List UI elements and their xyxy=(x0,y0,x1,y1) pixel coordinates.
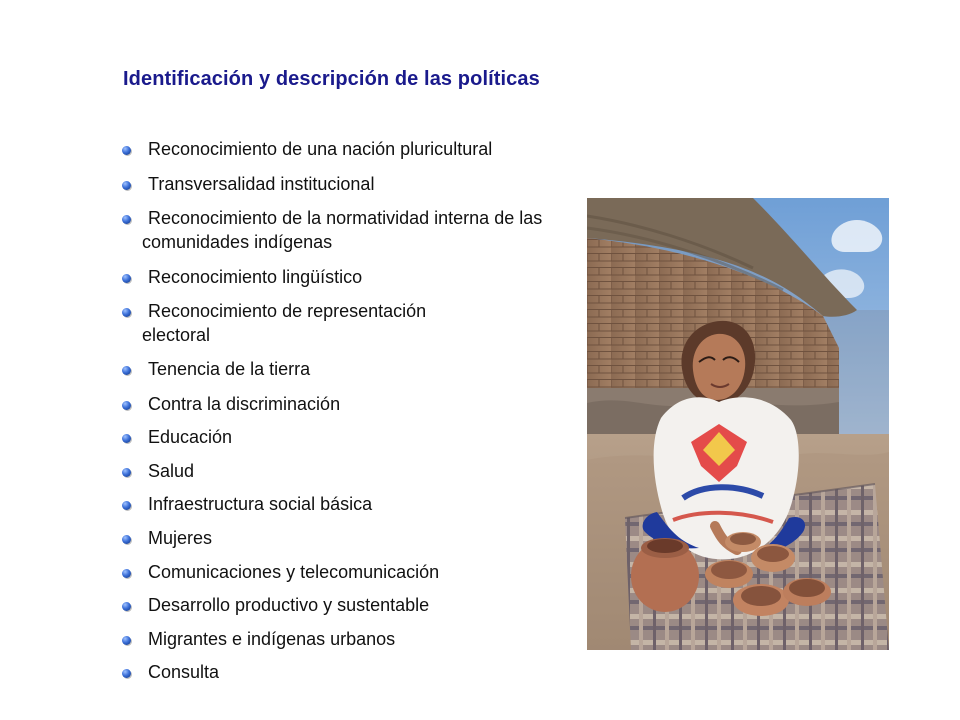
list-item-label: Educación xyxy=(148,427,233,447)
list-item xyxy=(122,425,582,449)
bullet-icon xyxy=(122,501,131,510)
list-item xyxy=(122,459,582,483)
bullet-icon xyxy=(122,434,131,443)
bullet-icon xyxy=(122,215,131,224)
list-item xyxy=(122,593,582,617)
bullet-icon xyxy=(122,181,131,190)
list-item-label: Reconocimiento lingüístico xyxy=(148,267,363,287)
list-item xyxy=(122,137,582,161)
list-item xyxy=(122,526,582,550)
list-item-label: Mujeres xyxy=(148,528,213,548)
bullet-icon xyxy=(122,535,131,544)
list-item xyxy=(122,299,582,347)
list-item xyxy=(122,206,582,254)
list-item xyxy=(122,265,582,289)
list-item-label: Transversalidad institucional xyxy=(148,174,375,194)
list-item xyxy=(122,660,582,684)
list-item xyxy=(122,392,582,416)
list-item-label: Reconocimiento de la normatividad interna de las comunidades indígenas xyxy=(142,208,543,252)
list-item-label: Desarrollo productivo y sustentable xyxy=(148,595,430,615)
indigenous-woman-pottery-photo xyxy=(587,198,889,650)
bullet-icon xyxy=(122,401,131,410)
list-item xyxy=(122,492,582,516)
list-item-label: Reconocimiento de representación electoral xyxy=(142,301,427,345)
list-item xyxy=(122,172,582,196)
list-item xyxy=(122,560,582,584)
list-item xyxy=(122,627,582,651)
list-item-label: Comunicaciones y telecomunicación xyxy=(148,562,440,582)
page-title: Identificación y descripción de las políticas xyxy=(123,68,540,90)
bullet-icon xyxy=(122,274,131,283)
bullet-icon xyxy=(122,669,131,678)
list-item-label: Infraestructura social básica xyxy=(148,494,373,514)
bullet-icon xyxy=(122,366,131,375)
bullet-icon xyxy=(122,146,131,155)
list-item-label: Migrantes e indígenas urbanos xyxy=(148,629,396,649)
bullet-icon xyxy=(122,468,131,477)
list-item-label: Reconocimiento de una nación pluricultural xyxy=(148,139,493,159)
list-item xyxy=(122,357,582,381)
bullet-icon xyxy=(122,569,131,578)
photo-illustration xyxy=(587,198,889,650)
list-item-label: Contra la discriminación xyxy=(148,394,341,414)
bullet-icon xyxy=(122,602,131,611)
list-item-label: Salud xyxy=(148,461,195,481)
list-item-label: Consulta xyxy=(148,662,220,682)
list-item-label: Tenencia de la tierra xyxy=(148,359,311,379)
bullet-icon xyxy=(122,636,131,645)
bullet-icon xyxy=(122,308,131,317)
